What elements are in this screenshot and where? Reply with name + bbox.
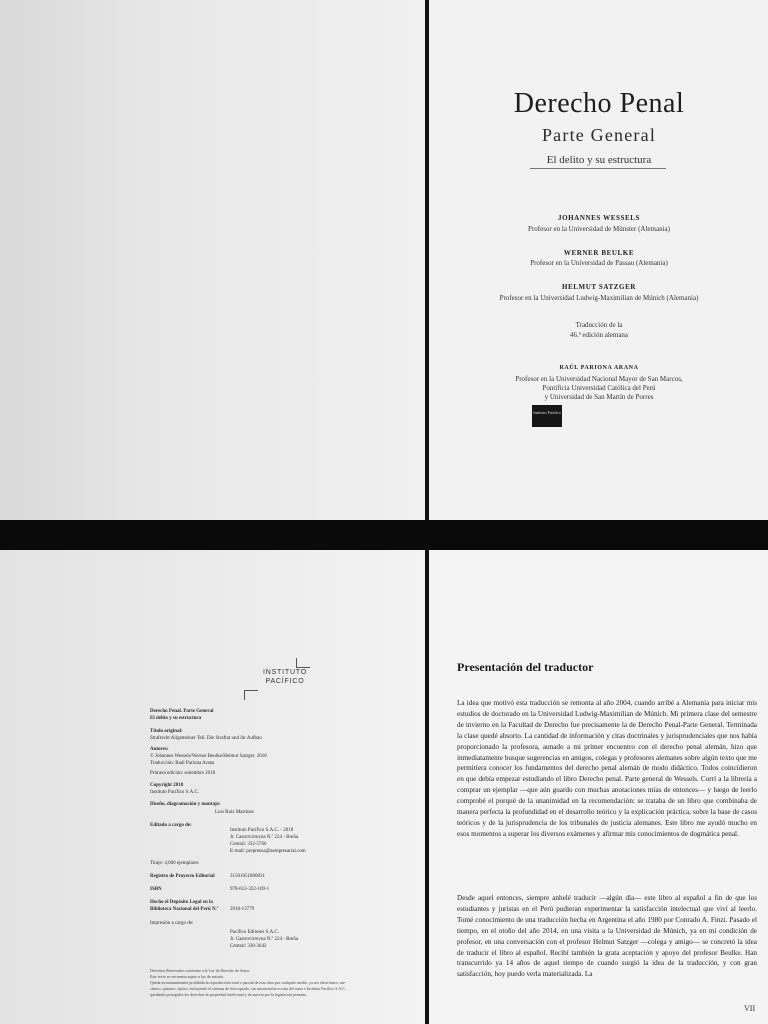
cp-label: Editado a cargo de: bbox=[150, 823, 192, 828]
cp-label: Diseño, diagramación y montaje: bbox=[150, 802, 221, 807]
cp-value: 2018-13779 bbox=[230, 907, 255, 912]
author-name: WERNER BEULKE bbox=[563, 249, 635, 257]
translator-affiliation: Profesor en la Universidad Nacional Mayor de San Marcos, bbox=[515, 375, 683, 383]
logo-text: Instituto Pacífico bbox=[533, 410, 561, 415]
cp-value: Primera edición: setiembre 2018 bbox=[150, 771, 216, 776]
legal-footer: Este texto se encuentra sujeto a ley de autoría. bbox=[150, 974, 224, 979]
cp-value: Central: 330-3642 bbox=[230, 944, 267, 949]
translator-name: RAÚL PARIONA ARANA bbox=[559, 365, 639, 371]
logo-rule bbox=[244, 690, 245, 700]
logo-rule bbox=[296, 667, 310, 668]
cp-value: Pacífico Editores S.A.C. bbox=[230, 930, 280, 935]
cp-book-title: Derecho Penal. Parte General bbox=[150, 709, 214, 714]
author-affiliation: Profesor en la Universidad Ludwig-Maximilian de Múnich (Alemania) bbox=[499, 294, 699, 302]
cp-value: Jr. Castrovirreyna N.º 224 - Breña bbox=[230, 937, 299, 942]
author-affiliation: Profesor en la Universidad de Münster (Alemania) bbox=[528, 225, 670, 233]
cp-value: Jr. Castrovirreyna N.º 224 - Breña bbox=[230, 835, 299, 840]
cp-label: Copyright 2018 bbox=[150, 783, 184, 788]
cp-value: © Johannes Wessels/Werner Beulke/Helmut Satzger. 2018 bbox=[150, 754, 267, 759]
author-name: HELMUT SATZGER bbox=[561, 283, 637, 291]
cp-value: 31501051800831 bbox=[230, 874, 265, 879]
legal-footer: Derechos Reservados conforme a la Ley de Derecho de Autor. bbox=[150, 968, 250, 973]
cp-label: Título original: bbox=[150, 729, 183, 734]
author-name: JOHANNES WESSELS bbox=[557, 214, 641, 222]
cp-value: Central: 332-5766 bbox=[230, 842, 267, 847]
legal-footer: cánico, químico, óptico, incluyendo el sistema de fotocopiado, sin autorización escrita del autor e Instituto Pacífico S.A.C. bbox=[150, 986, 347, 991]
cp-value: Instituto Pacífico S.A.C. bbox=[150, 790, 200, 795]
cp-book-subtitle: El delito y su estructura bbox=[150, 716, 202, 721]
book-subtitle: Parte General bbox=[541, 125, 657, 145]
logo-rule bbox=[244, 690, 258, 691]
cp-value: Strafrecht Allgemeiner Teil. Die Straftat und ihr Aufbau bbox=[150, 736, 262, 741]
book-subtitle-secondary: El delito y su estructura bbox=[546, 154, 652, 166]
cp-value: 978-612-322-109-1 bbox=[230, 887, 270, 892]
cp-value: Luis Ruiz Martínez bbox=[215, 810, 254, 815]
book-gutter-top bbox=[425, 0, 429, 520]
cp-label: Autores: bbox=[150, 747, 169, 752]
legal-footer: quedando protegidos los derechos de propiedad intelectual y de autoría por la legislación peruana. bbox=[150, 992, 307, 997]
logo-line-1: INSTITUTO bbox=[262, 669, 307, 676]
preface-paragraph: La idea que motivó esta traducción se remonta al año 2004, cuando arribé a Alemania para iniciar mis estudios de doctorado en la Universidad Ludwig-Maximilian de Múnich. Mi primera clase del semestre de invierno en la Facultad de Derecho fue precisamente la de Derecho Penal-Parte General. Terminada la clase quedé absorto. La cantidad de información y citas doctrinales y jurisprudenciales que nos había proporcionado la profesora, aunado a mi primer encuentro con el derecho penal alemán, hizo que inmediatamente busque sugerencias en amigos, colegas y profesores alemanes sobre algún texto que me permitiera conocer los fundamentos del derecho penal alemán de modo didáctico. Todos coincidieron en que debía empezar estudiando el libro Derecho penal. Parte general de Wessels. Corrí a la librería a comprar un ejemplar —que aún guardo con muchas anotaciones mías de entonces— y luego de leerlo comprobé el porqué de la unanimidad en la recomendación: se trataba de un libro que combinaba de manera perfecta la profundidad en el desarrollo teórico y la explicación práctica, sobre la base de casos teóricos y de la jurisprudencia de los tribunales de justicia alemanes. Este libro me ayudó mucho en esos momentos a superar los diversos exámenes y afirmar mis conocimientos de dogmática penal. bbox=[457, 699, 757, 838]
author-affiliation: Profesor en la Universidad de Passau (Alemania) bbox=[530, 259, 668, 267]
cp-value: E-mail: preprensa@aempresarial.com bbox=[230, 849, 306, 854]
cp-label: Hecho el Depósito Legal en la bbox=[150, 900, 213, 905]
logo-line-2: PACÍFICO bbox=[265, 678, 305, 685]
translator-affiliation: Pontificia Universidad Católica del Perú bbox=[542, 384, 656, 392]
publisher-logo-icon bbox=[532, 405, 562, 427]
cp-label: Registro de Proyecto Editorial bbox=[150, 874, 215, 879]
book-title: Derecho Penal bbox=[513, 88, 685, 119]
book-gutter-bottom bbox=[425, 550, 429, 1024]
translation-note: Traducción de la bbox=[575, 321, 623, 329]
cp-value: Instituto Pacífico S.A.C. - 2018 bbox=[230, 828, 294, 833]
cp-label: Impresión a cargo de: bbox=[150, 921, 194, 926]
publisher-logo bbox=[255, 668, 315, 686]
left-blank-page bbox=[0, 0, 427, 520]
cp-label: ISBN bbox=[150, 887, 162, 892]
translator-affiliation: y Universidad de San Martín de Porres bbox=[544, 393, 654, 401]
preface-heading: Presentación del traductor bbox=[457, 660, 594, 674]
page-number: VII bbox=[744, 1004, 756, 1013]
translation-note: 46.ª edición alemana bbox=[569, 331, 629, 339]
title-underline bbox=[530, 168, 666, 169]
preface-paragraph: Desde aquel entonces, siempre anhelé traducir —algún día— este libro al español a fin de que los estudiantes y juristas en el Perú pudieran experimentar la satisfacción intelectual que viví al leerlo. Tomé conocimiento de una traducción hecha en Argentina el año 1980 por Conrado A. Finzi. Pasado el tiempo, en el otoño del año 2014, en una visita a la Universidad de Múnich, ya en mi condición de profesor, en una conversación con el profesor Helmut Satzger —colega y amigo— se concretó la idea de traducir el libro al español. Recibí también la grata aceptación y apoyo del profesor Beulke. Han transcurrido ya 14 años de aquel tiempo de cuando surgió la idea de la traducción, y con gran satisfacción, hoy puedo verla materializada. La bbox=[457, 894, 757, 979]
legal-footer: Queda terminantemente prohibida la reproducción total o parcial de esta obra por cualquier medio, ya sea electrónico, me- bbox=[150, 980, 346, 985]
cp-value: Tiraje: 4,000 ejemplares bbox=[150, 861, 199, 866]
cp-label: Biblioteca Nacional del Perú N.º bbox=[150, 907, 219, 912]
cp-value: Traducción: Raúl Pariona Arana bbox=[150, 761, 215, 766]
